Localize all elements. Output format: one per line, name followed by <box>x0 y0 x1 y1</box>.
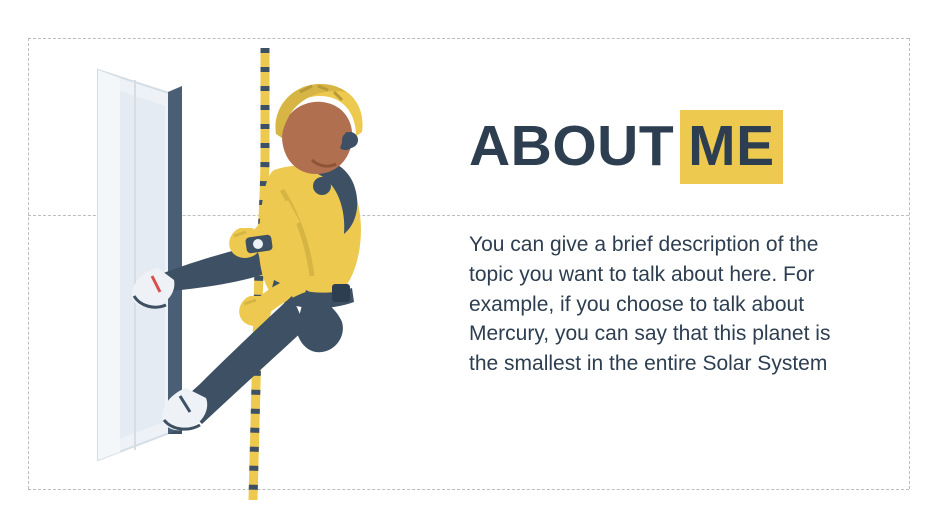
climber-head <box>276 84 363 174</box>
guide-line-right <box>909 38 910 489</box>
body-paragraph: You can give a brief description of the topic you want to talk about here. For example, if you choose to talk about Mercury, you can say that this planet is the smallest in the entire Solar System <box>469 233 831 376</box>
guide-line-left <box>28 38 29 489</box>
guide-line-top <box>28 38 909 39</box>
title-highlight: ME <box>680 110 783 184</box>
page-title <box>469 114 869 178</box>
climber-illustration <box>60 40 440 500</box>
title-part-one: ABOUT <box>469 114 675 178</box>
text-column <box>469 114 869 400</box>
